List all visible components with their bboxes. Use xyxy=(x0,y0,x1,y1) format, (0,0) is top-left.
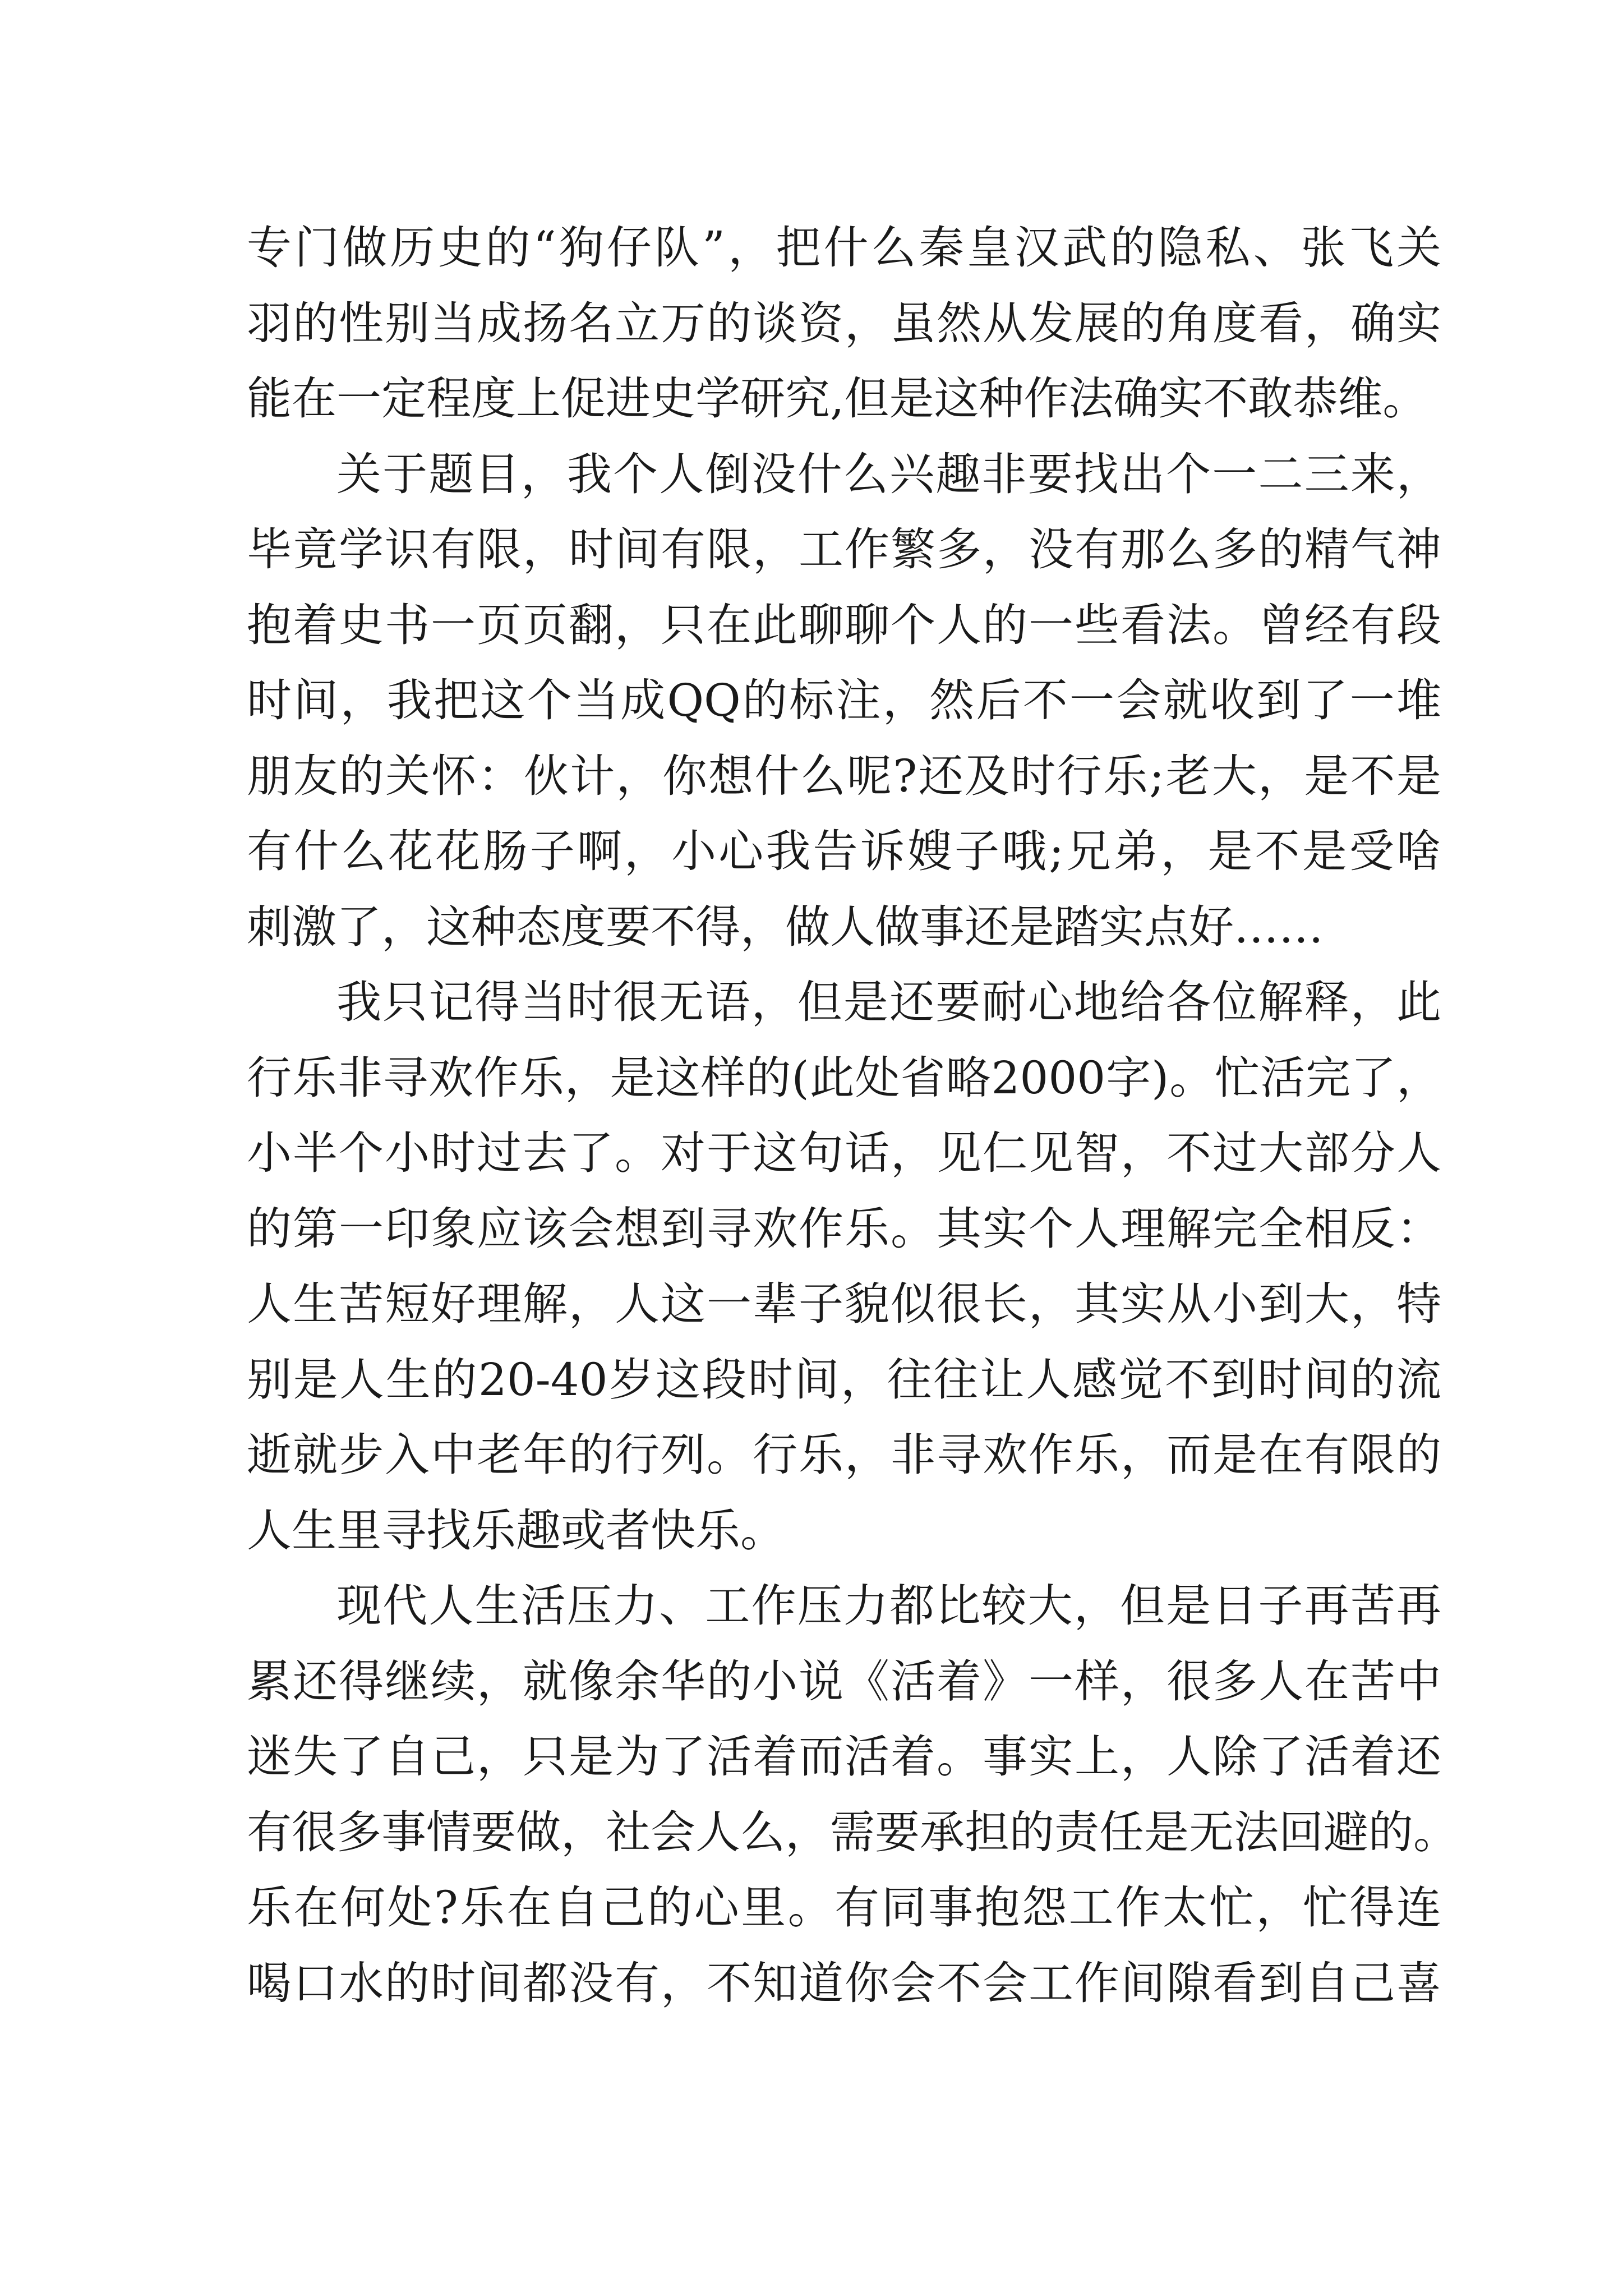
text-line: 有什么花花肠子啊，小心我告诉嫂子哦;兄弟，是不是受啥 xyxy=(247,825,1441,877)
text-line: 刺激了，这种态度要不得，做人做事还是踏实点好…… xyxy=(247,900,1324,953)
text-line: 迷失了自己，只是为了活着而活着。事实上，人除了活着还 xyxy=(247,1731,1441,1783)
text-line: 小半个小时过去了。对于这句话，见仁见智，不过大部分人 xyxy=(247,1127,1441,1179)
text-line: 朋友的关怀：伙计，你想什么呢?还及时行乐;老大，是不是 xyxy=(247,749,1441,802)
text-line: 喝口水的时间都没有，不知道你会不会工作间隙看到自己喜 xyxy=(247,1957,1441,2009)
text-line: 毕竟学识有限，时间有限，工作繁多，没有那么多的精气神 xyxy=(247,523,1441,576)
text-line: 别是人生的20-40岁这段时间，往往让人感觉不到时间的流 xyxy=(247,1353,1441,1406)
body-text xyxy=(247,210,1458,2021)
text-line: 人生里寻找乐趣或者快乐。 xyxy=(247,1504,785,1557)
paragraph-first-line: 现代人生活压力、工作压力都比较大，但是日子再苦再 xyxy=(336,1580,1441,1632)
text-line: 乐在何处?乐在自己的心里。有同事抱怨工作太忙，忙得连 xyxy=(247,1881,1441,1934)
text-line: 有很多事情要做，社会人么，需要承担的责任是无法回避的。 xyxy=(247,1806,1458,1858)
text-line: 抱着史书一页页翻，只在此聊聊个人的一些看法。曾经有段 xyxy=(247,599,1441,651)
text-line: 的第一印象应该会想到寻欢作乐。其实个人理解完全相反： xyxy=(247,1202,1441,1255)
text-line: 逝就步入中老年的行列。行乐，非寻欢作乐，而是在有限的 xyxy=(247,1429,1441,1481)
paragraph-first-line: 关于题目，我个人倒没什么兴趣非要找出个一二三来， xyxy=(336,448,1441,500)
text-line: 人生苦短好理解，人这一辈子貌似很长，其实从小到大，特 xyxy=(247,1278,1441,1330)
text-line: 行乐非寻欢作乐，是这样的(此处省略2000字)。忙活完了， xyxy=(247,1051,1441,1104)
paragraph-first-line: 我只记得当时很无语，但是还要耐心地给各位解释，此 xyxy=(336,976,1441,1028)
text-line: 时间，我把这个当成QQ的标注，然后不一会就收到了一堆 xyxy=(247,674,1441,726)
text-line: 羽的性别当成扬名立万的谈资，虽然从发展的角度看，确实 xyxy=(247,297,1441,349)
text-line: 能在一定程度上促进史学研究,但是这种作法确实不敢恭维。 xyxy=(247,372,1428,425)
text-line: 专门做历史的“狗仔队”，把什么秦皇汉武的隐私、张飞关 xyxy=(247,222,1441,274)
text-line: 累还得继续，就像余华的小说《活着》一样，很多人在苦中 xyxy=(247,1655,1441,1708)
